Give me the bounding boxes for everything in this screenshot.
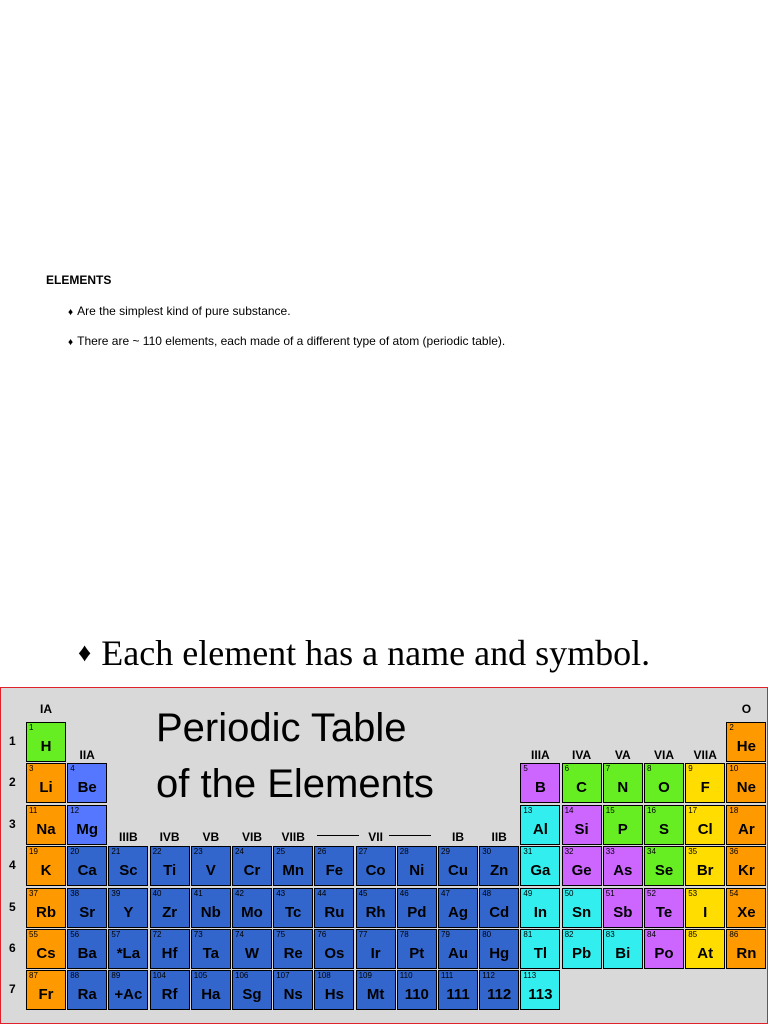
element-symbol: Rh (365, 903, 386, 921)
atomic-number: 78 (399, 930, 409, 939)
atomic-number: 26 (317, 847, 327, 857)
atomic-number: 105 (193, 971, 208, 981)
element-symbol: Hs (324, 986, 344, 1004)
diamond-bullet-icon: ♦ (68, 337, 74, 348)
atomic-number: 74 (235, 930, 244, 939)
atomic-number: 13 (523, 805, 533, 815)
atomic-number: 45 (358, 888, 368, 898)
element-symbol: Mo (241, 903, 263, 921)
atomic-number: 83 (605, 930, 615, 939)
element-cell-hs (314, 970, 354, 1010)
group-label: IIB (491, 830, 507, 844)
atomic-number: 34 (647, 847, 656, 857)
element-symbol: Re (283, 945, 303, 962)
atomic-number: 53 (688, 888, 698, 898)
element-symbol: H (40, 738, 52, 755)
atomic-number: 75 (276, 930, 286, 939)
element-cell-at (685, 929, 725, 969)
element-cell-al (520, 805, 560, 845)
element-cell-ga (520, 846, 560, 886)
element-symbol: Br (696, 862, 714, 880)
element-symbol: Pb (572, 945, 592, 962)
element-cell-xe (726, 888, 766, 928)
element-cell-v (191, 846, 231, 886)
atomic-number: 33 (605, 847, 615, 857)
element-symbol: Ra (77, 986, 97, 1004)
element-symbol: Ru (324, 903, 345, 921)
element-symbol: Si (574, 820, 589, 838)
element-cell-ti (150, 846, 190, 886)
atomic-number: 23 (193, 847, 203, 857)
element-symbol: +Ac (114, 986, 143, 1004)
atomic-number: 14 (564, 805, 574, 815)
element-cell-co (356, 846, 396, 886)
element-symbol: Co (365, 862, 386, 880)
group-label: IB (452, 830, 464, 844)
atomic-number: 52 (647, 888, 656, 898)
element-symbol: Cl (697, 820, 713, 838)
atomic-number: 20 (70, 847, 80, 857)
element-symbol: Fr (38, 986, 54, 1004)
atomic-number: 51 (605, 888, 615, 898)
bullet-item (68, 304, 291, 318)
atomic-number: 49 (523, 888, 533, 898)
atomic-number: 84 (647, 930, 656, 939)
element-symbol: Ns (283, 986, 303, 1004)
element-symbol: Sc (119, 862, 138, 880)
periodic-table-image (0, 687, 768, 1024)
group-label: IIIA (531, 748, 550, 762)
atomic-number: 10 (729, 764, 739, 774)
element-cell-n (603, 763, 643, 803)
element-cell-te (644, 888, 684, 928)
atomic-number: 38 (70, 888, 80, 898)
atomic-number: 55 (29, 930, 38, 939)
atomic-number: 56 (70, 930, 80, 939)
element-symbol: Ni (409, 862, 425, 880)
atomic-number: 36 (729, 847, 739, 857)
element-cell-cd (479, 888, 519, 928)
element-cell-sb (603, 888, 643, 928)
atomic-number: 82 (564, 930, 574, 939)
atomic-number: 6 (564, 764, 570, 774)
element-symbol: I (703, 903, 708, 921)
period-label: 3 (9, 816, 16, 831)
element-cell-la (108, 929, 148, 969)
diamond-bullet-icon: ♦ (68, 307, 74, 318)
atomic-number: 46 (399, 888, 409, 898)
atomic-number: 47 (441, 888, 450, 898)
element-symbol: V (205, 862, 216, 880)
element-cell-be (67, 763, 107, 803)
diamond-bullet-icon: ♦ (78, 638, 92, 667)
element-cell-111 (438, 970, 478, 1010)
big-bullet-text: Each element has a name and symbol. (101, 633, 651, 673)
element-cell-he (726, 722, 766, 762)
element-cell-br (685, 846, 725, 886)
element-cell-fe (314, 846, 354, 886)
element-symbol: F (700, 779, 710, 797)
atomic-number: 18 (729, 805, 739, 815)
atomic-number: 109 (358, 971, 372, 981)
element-symbol: Tc (284, 903, 302, 921)
atomic-number: 76 (317, 930, 327, 939)
group-label: VB (202, 830, 220, 844)
element-cell-ca (67, 846, 107, 886)
element-symbol: W (244, 945, 260, 962)
element-cell-in (520, 888, 560, 928)
element-cell-rb (26, 888, 66, 928)
element-cell-ni (397, 846, 437, 886)
group-label: IIA (79, 748, 95, 762)
element-cell-ar (726, 805, 766, 845)
element-symbol: He (736, 738, 756, 755)
element-cell-zr (150, 888, 190, 928)
element-cell-rh (356, 888, 396, 928)
atomic-number: 25 (276, 847, 286, 857)
element-symbol: Bi (615, 945, 631, 962)
element-symbol: Sn (572, 903, 592, 921)
element-cell-mo (232, 888, 272, 928)
element-cell-os (314, 929, 354, 969)
atomic-number: 57 (111, 930, 121, 939)
element-cell-ta (191, 929, 231, 969)
group-label: VII (368, 830, 383, 844)
element-symbol: Mg (76, 820, 99, 838)
element-symbol: 110 (404, 986, 429, 1004)
element-cell-pt (397, 929, 437, 969)
element-cell-re (273, 929, 313, 969)
element-symbol: Ge (571, 862, 592, 880)
element-cell-fr (26, 970, 66, 1010)
element-symbol: Rb (36, 903, 56, 921)
element-cell-o (644, 763, 684, 803)
element-symbol: Li (39, 779, 53, 797)
element-cell-pb (562, 929, 602, 969)
element-cell-ns (273, 970, 313, 1010)
atomic-number: 28 (399, 847, 409, 857)
element-symbol: Sr (79, 903, 96, 921)
element-symbol: Ti (163, 862, 177, 880)
atomic-number: 77 (358, 930, 368, 939)
element-cell-cr (232, 846, 272, 886)
atomic-number: 4 (70, 764, 75, 774)
element-cell-mg (67, 805, 107, 845)
element-cell-zn (479, 846, 519, 886)
periodic-table-title-line2: of the Elements (156, 762, 434, 806)
element-symbol: Os (324, 945, 345, 962)
period-label: 4 (9, 858, 16, 873)
element-cell-k (26, 846, 66, 886)
atomic-number: 111 (441, 971, 454, 981)
element-symbol: Zr (162, 903, 178, 921)
element-cell-sg (232, 970, 272, 1010)
element-symbol: Ha (201, 986, 221, 1004)
element-symbol: Ba (77, 945, 97, 962)
big-bullet-item (78, 632, 650, 674)
element-cell-ba (67, 929, 107, 969)
element-symbol: Sb (613, 903, 633, 921)
atomic-number: 15 (605, 805, 615, 815)
element-symbol: Au (448, 945, 468, 962)
element-cell-sr (67, 888, 107, 928)
element-symbol: Hf (161, 945, 178, 962)
element-cell-sc (108, 846, 148, 886)
element-symbol: Ag (448, 903, 468, 921)
atomic-number: 72 (152, 930, 162, 939)
element-symbol: Rf (161, 986, 178, 1004)
element-symbol: *La (116, 945, 141, 962)
element-symbol: Ir (370, 945, 381, 962)
element-cell-ac (108, 970, 148, 1010)
element-symbol: Tl (533, 945, 548, 962)
atomic-number: 87 (29, 971, 38, 981)
atomic-number: 12 (70, 805, 80, 815)
element-cell-ha (191, 970, 231, 1010)
element-symbol: Nb (200, 903, 221, 921)
element-symbol: Ta (202, 945, 219, 962)
atomic-number: 43 (276, 888, 286, 898)
bullet-item (68, 334, 505, 348)
group-vii-left-line (317, 835, 359, 836)
element-cell-w (232, 929, 272, 969)
element-cell-sn (562, 888, 602, 928)
atomic-number: 73 (193, 930, 203, 939)
element-symbol: At (697, 945, 714, 962)
atomic-number: 50 (564, 888, 574, 898)
atomic-number: 35 (688, 847, 698, 857)
group-label: VA (614, 748, 631, 762)
group-label: IA (40, 702, 52, 716)
element-cell-h (26, 722, 66, 762)
element-symbol: Pd (407, 903, 427, 921)
element-cell-si (562, 805, 602, 845)
element-symbol: Pt (409, 945, 425, 962)
atomic-number: 79 (441, 930, 450, 939)
group-label: O (741, 702, 752, 716)
atomic-number: 11 (29, 805, 38, 815)
element-cell-cu (438, 846, 478, 886)
period-label: 2 (9, 775, 16, 790)
periodic-table-title-line1: Periodic Table (156, 706, 407, 750)
atomic-number: 107 (276, 971, 290, 981)
element-cell-rn (726, 929, 766, 969)
element-cell-ra (67, 970, 107, 1010)
atomic-number: 39 (111, 888, 121, 898)
atomic-number: 80 (482, 930, 492, 939)
period-label: 6 (9, 941, 16, 955)
element-cell-cs (26, 929, 66, 969)
element-symbol: Kr (738, 862, 755, 880)
element-cell-i (685, 888, 725, 928)
atomic-number: 30 (482, 847, 492, 857)
element-symbol: B (534, 779, 546, 797)
element-cell-rf (150, 970, 190, 1010)
element-symbol: Na (36, 820, 56, 838)
atomic-number: 27 (358, 847, 368, 857)
element-cell-as (603, 846, 643, 886)
element-symbol: In (533, 903, 548, 921)
element-cell-c (562, 763, 602, 803)
atomic-number: 7 (605, 764, 611, 774)
element-symbol: C (576, 779, 588, 797)
group-label: IVA (572, 748, 592, 762)
atomic-number: 2 (729, 723, 734, 732)
element-symbol: Cu (448, 862, 468, 880)
atomic-number: 113 (523, 971, 537, 981)
element-symbol: 113 (528, 986, 553, 1004)
element-symbol: Po (654, 945, 674, 962)
element-symbol: Mn (282, 862, 305, 880)
element-symbol: Xe (737, 903, 756, 921)
atomic-number: 86 (729, 930, 739, 939)
atomic-number: 54 (729, 888, 739, 898)
element-symbol: Mt (366, 986, 385, 1004)
atomic-number: 104 (152, 971, 166, 981)
element-symbol: Cr (243, 862, 261, 880)
atomic-number: 21 (111, 847, 121, 857)
atomic-number: 112 (482, 971, 495, 981)
atomic-number: 37 (29, 888, 38, 898)
element-cell-ir (356, 929, 396, 969)
element-symbol: 111 (446, 986, 470, 1004)
element-cell-bi (603, 929, 643, 969)
element-cell-110 (397, 970, 437, 1010)
element-cell-s (644, 805, 684, 845)
element-symbol: Te (655, 903, 673, 921)
element-symbol: 112 (487, 986, 512, 1004)
element-symbol: N (617, 779, 629, 797)
atomic-number: 8 (647, 764, 652, 774)
atomic-number: 22 (152, 847, 162, 857)
element-symbol: Fe (325, 862, 344, 880)
atomic-number: 48 (482, 888, 492, 898)
element-symbol: O (658, 779, 670, 797)
element-symbol: Sg (242, 986, 262, 1004)
element-cell-p (603, 805, 643, 845)
element-cell-ne (726, 763, 766, 803)
element-symbol: Ca (77, 862, 97, 880)
atomic-number: 32 (564, 847, 574, 857)
element-cell-po (644, 929, 684, 969)
element-symbol: Al (532, 820, 548, 838)
atomic-number: 16 (647, 805, 656, 815)
element-cell-nb (191, 888, 231, 928)
period-label: 1 (9, 734, 16, 748)
slide-heading: ELEMENTS (46, 273, 112, 287)
atomic-number: 40 (152, 888, 162, 898)
atomic-number: 5 (523, 764, 528, 774)
element-cell-ru (314, 888, 354, 928)
atomic-number: 29 (441, 847, 450, 857)
element-cell-f (685, 763, 725, 803)
element-symbol: Y (123, 903, 134, 921)
element-symbol: Ga (530, 862, 551, 880)
element-cell-na (26, 805, 66, 845)
atomic-number: 85 (688, 930, 698, 939)
element-cell-mn (273, 846, 313, 886)
element-cell-hf (150, 929, 190, 969)
element-symbol: Be (77, 779, 97, 797)
period-label: 7 (9, 982, 16, 997)
element-symbol: K (40, 862, 52, 880)
atomic-number: 42 (235, 888, 244, 898)
atomic-number: 3 (29, 764, 34, 774)
atomic-number: 110 (399, 971, 413, 981)
element-cell-113 (520, 970, 560, 1010)
period-label: 5 (9, 899, 16, 914)
atomic-number: 31 (523, 847, 533, 857)
element-symbol: As (613, 862, 633, 880)
element-cell-se (644, 846, 684, 886)
group-label: IVB (159, 830, 180, 844)
bullet-text: There are ~ 110 elements, each made of a different type of atom (periodic table). (77, 334, 506, 348)
element-symbol: Rn (736, 945, 757, 962)
element-symbol: P (617, 820, 628, 838)
element-cell-mt (356, 970, 396, 1010)
atomic-number: 41 (193, 888, 203, 898)
bullet-text: Are the simplest kind of pure substance. (77, 304, 291, 318)
group-label: IIIB (119, 830, 138, 844)
atomic-number: 108 (317, 971, 331, 981)
group-label: VIA (653, 748, 674, 762)
element-cell-y (108, 888, 148, 928)
atomic-number: 81 (523, 930, 533, 939)
element-cell-kr (726, 846, 766, 886)
element-symbol: Hg (489, 945, 510, 962)
element-symbol: Cs (36, 945, 56, 962)
element-symbol: Ne (736, 779, 756, 797)
atomic-number: 24 (235, 847, 244, 857)
element-symbol: Se (654, 862, 674, 880)
atomic-number: 17 (688, 805, 698, 815)
element-symbol: Cd (489, 903, 510, 921)
element-symbol: Ar (738, 820, 755, 838)
element-cell-ag (438, 888, 478, 928)
element-cell-b (520, 763, 560, 803)
element-cell-tl (520, 929, 560, 969)
atomic-number: 106 (235, 971, 249, 981)
element-cell-ge (562, 846, 602, 886)
element-cell-au (438, 929, 478, 969)
element-cell-hg (479, 929, 519, 969)
atomic-number: 88 (70, 971, 80, 981)
element-cell-cl (685, 805, 725, 845)
atomic-number: 19 (29, 847, 38, 857)
element-cell-pd (397, 888, 437, 928)
element-cell-112 (479, 970, 519, 1010)
group-label: VIIB (281, 830, 305, 844)
atomic-number: 89 (111, 971, 121, 981)
element-cell-li (26, 763, 66, 803)
group-label: VIB (241, 830, 262, 844)
group-label: VIIA (693, 748, 717, 762)
atomic-number: 1 (29, 723, 34, 732)
atomic-number: 9 (688, 764, 693, 774)
element-symbol: S (658, 820, 669, 838)
element-cell-tc (273, 888, 313, 928)
element-symbol: Zn (490, 862, 509, 880)
atomic-number: 44 (317, 888, 327, 898)
